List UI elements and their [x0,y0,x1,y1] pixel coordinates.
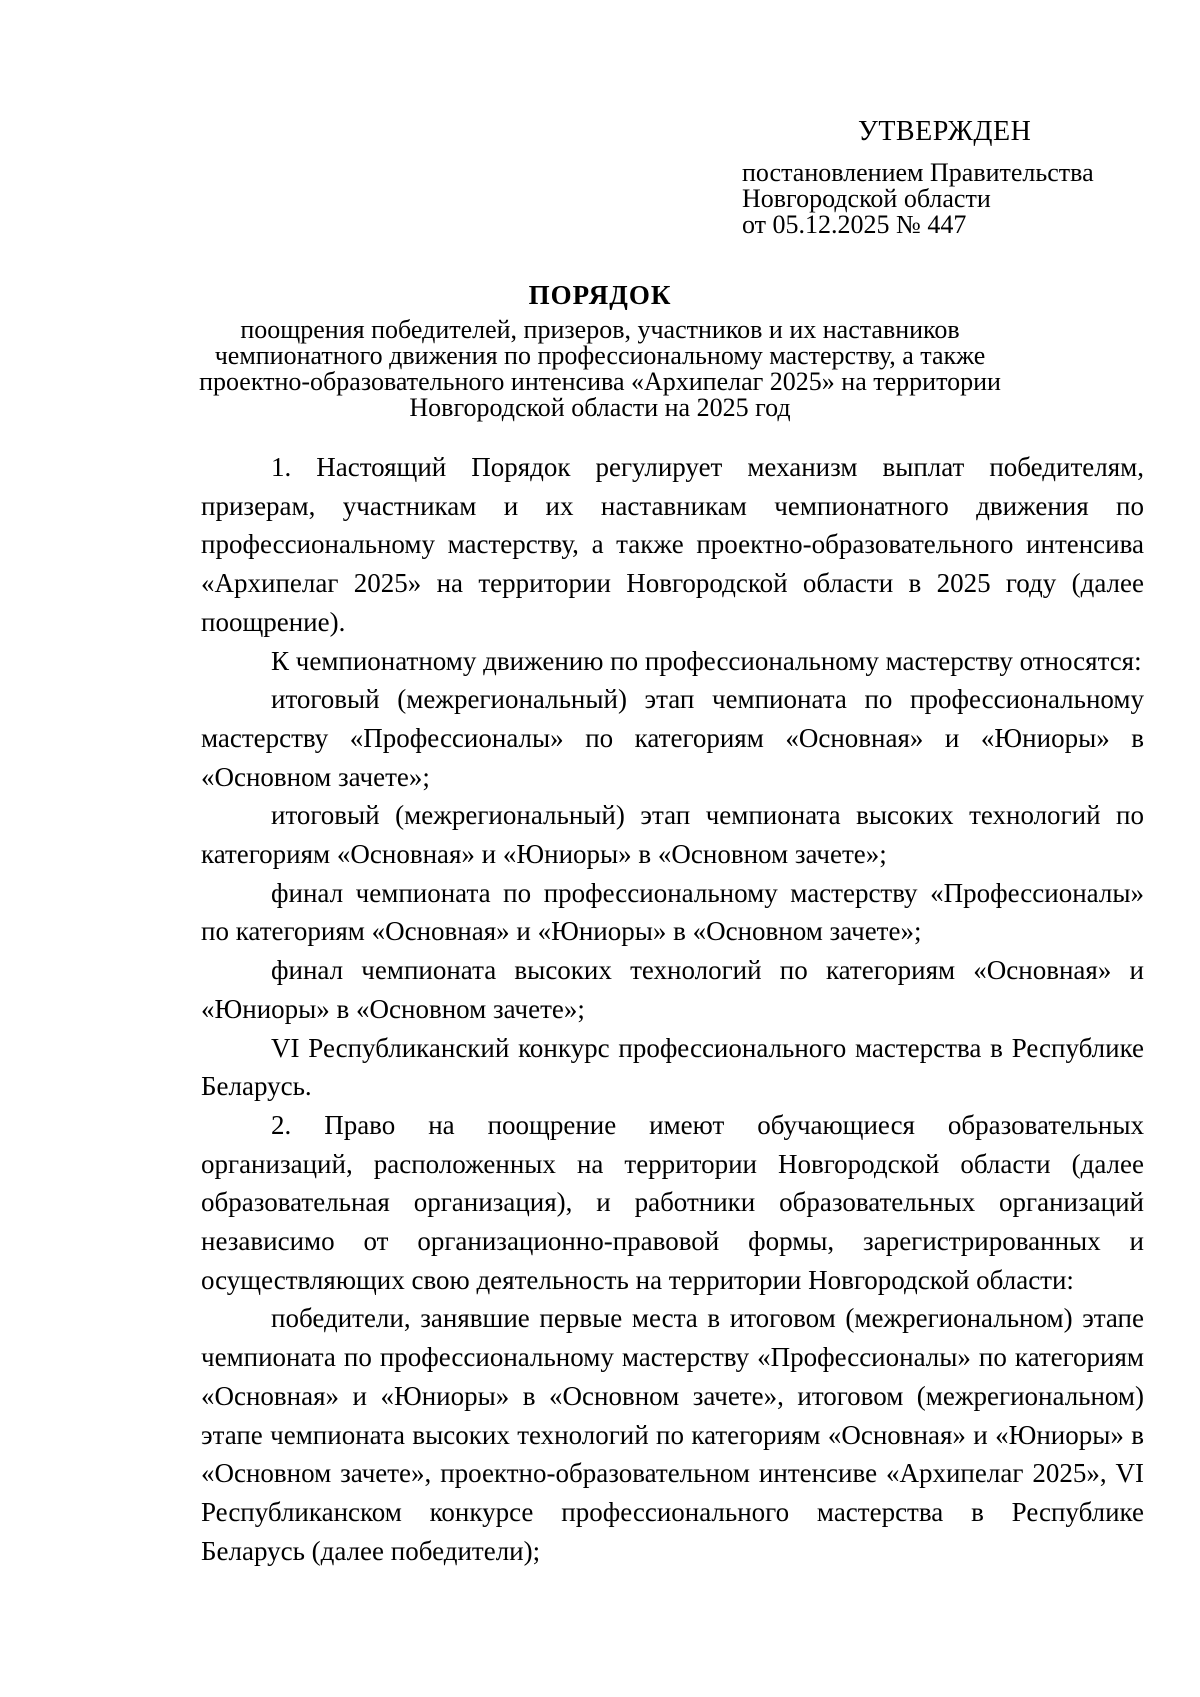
subtitle-line: чемпионатного движения по профессиональному мастерству, а также [214,341,986,370]
subtitle-line: проектно-образовательного интенсива «Архипелаг 2025» на территории [199,367,1001,396]
document-title: ПОРЯДОК [528,280,672,310]
approval-line-date-number: от 05.12.2025 № 447 [742,210,967,239]
approval-stamp-title: УТВЕРЖДЕН [858,116,1032,147]
approval-line-resolution: постановлением Правительства [742,158,1094,187]
document-body [201,448,1144,1570]
paragraph-item-1: 1. Настоящий Порядок регулирует механизм выплат победителям, призерам, участникам и их наставникам чемпионатного движения по профессиональному мастерству, а также проектно-образовательного интенсива «Архипелаг 2025» на территории Новгородской области в 2025 году (далее поощрение). [201,452,1144,637]
approval-line-region: Новгородской области [742,184,991,213]
paragraph-final-stage-hightech: итоговый (межрегиональный) этап чемпионата высоких технологий по категориям «Основная» и «Юниоры» в «Основном зачете»; [201,800,1144,870]
paragraph-final-professionals: финал чемпионата по профессиональному мастерству «Профессионалы» по категориям «Основная» и «Юниоры» в «Основном зачете»; [201,877,1144,947]
paragraph-championship-intro: К чемпионатному движению по профессиональному мастерству относятся: [271,645,1142,676]
paragraph-final-hightech: финал чемпионата высоких технологий по категориям «Основная» и «Юниоры» в «Основном зачете»; [201,955,1144,1024]
paragraph-belarus-contest: VI Республиканский конкурс профессионального мастерства в Республике Беларусь. [201,1032,1144,1102]
paragraph-winners: победители, занявшие первые места в итоговом (межрегиональном) этапе чемпионата по профессиональному мастерству «Профессионалы» по категориям «Основная» и «Юниоры» в «Основном зачете», итоговом (межрегиональном) этапе чемпионата высоких технологий по категориям «Основная» и «Юниоры» в «Основном зачете», проектно-образовательном интенсиве «Архипелаг 2025», VI Республиканском конкурсе профессионального мастерства в Республике Беларусь (далее победители); [201,1303,1144,1566]
subtitle-line: Новгородской области на 2025 год [409,393,791,422]
approval-details [742,160,1094,238]
paragraph-final-stage-professionals: итоговый (межрегиональный) этап чемпионата по профессиональному мастерству «Профессионалы» по категориям «Основная» и «Юниоры» в «Основном зачете»; [201,684,1144,792]
paragraph-item-2: 2. Право на поощрение имеют обучающиеся образовательных организаций, расположенных на территории Новгородской области (далее образовательная организация), и работники образовательных организаций независимо от организационно-правовой формы, зарегистрированных и осуществляющих свою деятельность на территории Новгородской области: [201,1109,1144,1295]
subtitle-line: поощрения победителей, призеров, участников и их наставников [240,315,960,344]
document-subtitle [100,317,1100,421]
